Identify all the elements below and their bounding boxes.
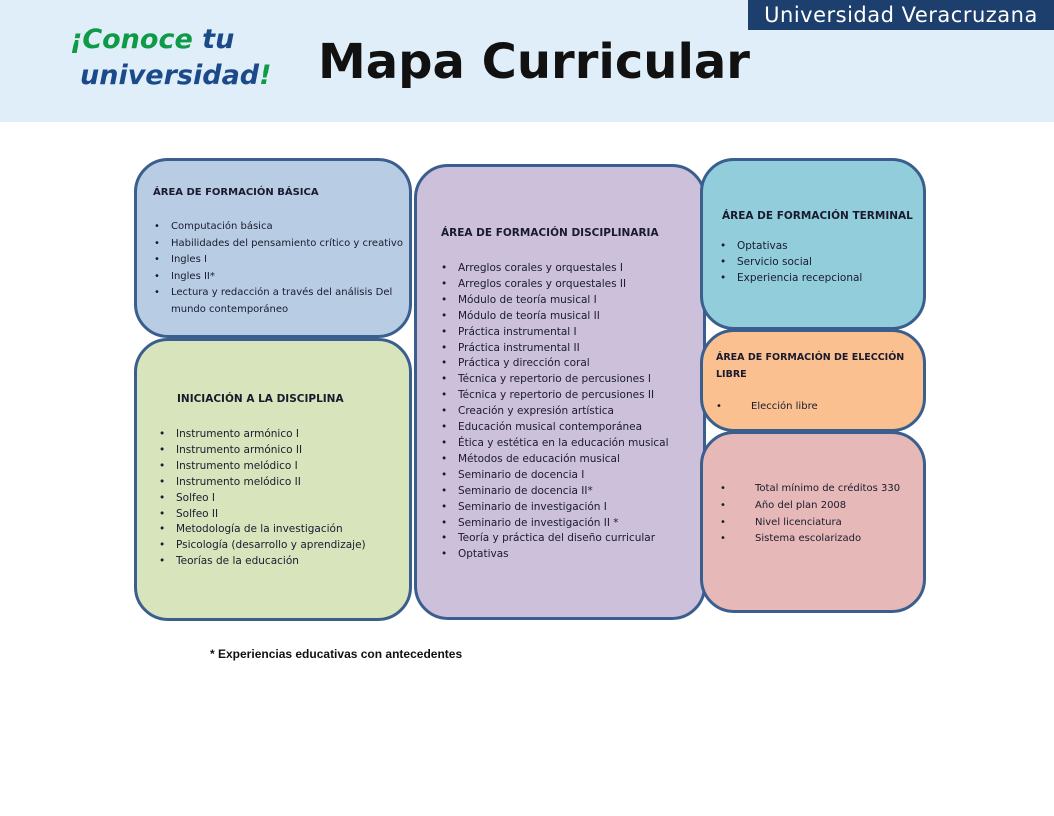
list-item: • Psicología (desarrollo y aprendizaje) <box>176 538 366 554</box>
list-item: • Solfeo I <box>176 491 366 507</box>
list-item: • Solfeo II <box>176 507 366 523</box>
list-item: • Técnica y repertorio de percusiones II <box>458 388 668 404</box>
list-item: • Año del plan 2008 <box>755 498 900 515</box>
page-title: Mapa Curricular <box>318 34 750 90</box>
iniciacion-list <box>176 427 366 570</box>
list-item: • Teorías de la educación <box>176 554 366 570</box>
list-item: • Práctica instrumental I <box>458 325 668 341</box>
plan-info-list <box>755 481 900 548</box>
list-item: • Instrumento melódico II <box>176 475 366 491</box>
list-item: • Experiencia recepcional <box>737 271 862 287</box>
list-item: • Habilidades del pensamiento crítico y creativo <box>171 236 403 253</box>
terminal-list <box>737 239 862 287</box>
list-item: • Práctica y dirección coral <box>458 356 668 372</box>
list-item: • Nivel licenciatura <box>755 515 900 532</box>
list-item: • Elección libre <box>751 399 818 415</box>
list-item: • Sistema escolarizado <box>755 531 900 548</box>
footnote: * Experiencias educativas con antecedentes <box>210 647 463 661</box>
terminal-box <box>700 158 926 330</box>
university-banner: Universidad Veracruzana <box>748 0 1054 30</box>
list-item: • Instrumento melódico I <box>176 459 366 475</box>
logo-exclaim: ! <box>259 60 272 91</box>
disciplinaria-title: ÁREA DE FORMACIÓN DISCIPLINARIA <box>441 227 659 239</box>
list-item: • Ética y estética en la educación musical <box>458 436 668 452</box>
list-item: • Ingles I <box>171 252 403 269</box>
list-item: • Seminario de investigación II * <box>458 516 668 532</box>
iniciacion-box <box>134 338 412 621</box>
eleccion-title: ÁREA DE FORMACIÓN DE ELECCIÓN LIBRE <box>716 352 905 380</box>
logo-universidad: universidad <box>80 60 260 91</box>
list-item: • Arreglos corales y orquestales II <box>458 277 668 293</box>
list-item: • Métodos de educación musical <box>458 452 668 468</box>
iniciacion-title: INICIACIÓN A LA DISCIPLINA <box>177 393 344 405</box>
list-item: • Educación musical contemporánea <box>458 420 668 436</box>
list-item: • Técnica y repertorio de percusiones I <box>458 372 668 388</box>
eleccion-list <box>751 399 818 415</box>
list-item: • Metodología de la investigación <box>176 522 366 538</box>
list-item: • Optativas <box>737 239 862 255</box>
list-item: • Optativas <box>458 547 668 563</box>
list-item: • Seminario de docencia II* <box>458 484 668 500</box>
logo-line-1 <box>70 24 234 55</box>
list-item: • Ingles II* <box>171 269 403 286</box>
list-item: • Servicio social <box>737 255 862 271</box>
list-item: • Lectura y redacción a través del análisis Del mundo contemporáneo <box>171 285 403 318</box>
list-item: • Instrumento armónico I <box>176 427 366 443</box>
list-item: • Práctica instrumental II <box>458 341 668 357</box>
list-item: • Teoría y práctica del diseño curricular <box>458 531 668 547</box>
list-item: • Módulo de teoría musical II <box>458 309 668 325</box>
list-item: • Instrumento armónico II <box>176 443 366 459</box>
disciplinaria-box <box>414 164 706 620</box>
list-item: • Total mínimo de créditos 330 <box>755 481 900 498</box>
disciplinaria-list <box>458 261 668 563</box>
list-item: • Creación y expresión artística <box>458 404 668 420</box>
header <box>0 0 1054 122</box>
basica-title: ÁREA DE FORMACIÓN BÁSICA <box>153 187 319 198</box>
logo-tu: tu <box>202 24 235 55</box>
list-item: • Arreglos corales y orquestales I <box>458 261 668 277</box>
plan-info-box <box>700 431 926 613</box>
logo-line-2 <box>80 60 271 91</box>
logo-conoce: ¡Conoce <box>70 24 193 55</box>
conoce-tu-universidad-logo <box>70 24 270 100</box>
basica-box <box>134 158 412 338</box>
list-item: • Seminario de investigación I <box>458 500 668 516</box>
basica-list <box>171 219 403 319</box>
list-item: • Computación básica <box>171 219 403 236</box>
list-item: • Seminario de docencia I <box>458 468 668 484</box>
terminal-title: ÁREA DE FORMACIÓN TERMINAL <box>722 210 913 222</box>
list-item: • Módulo de teoría musical I <box>458 293 668 309</box>
eleccion-box <box>700 329 926 432</box>
